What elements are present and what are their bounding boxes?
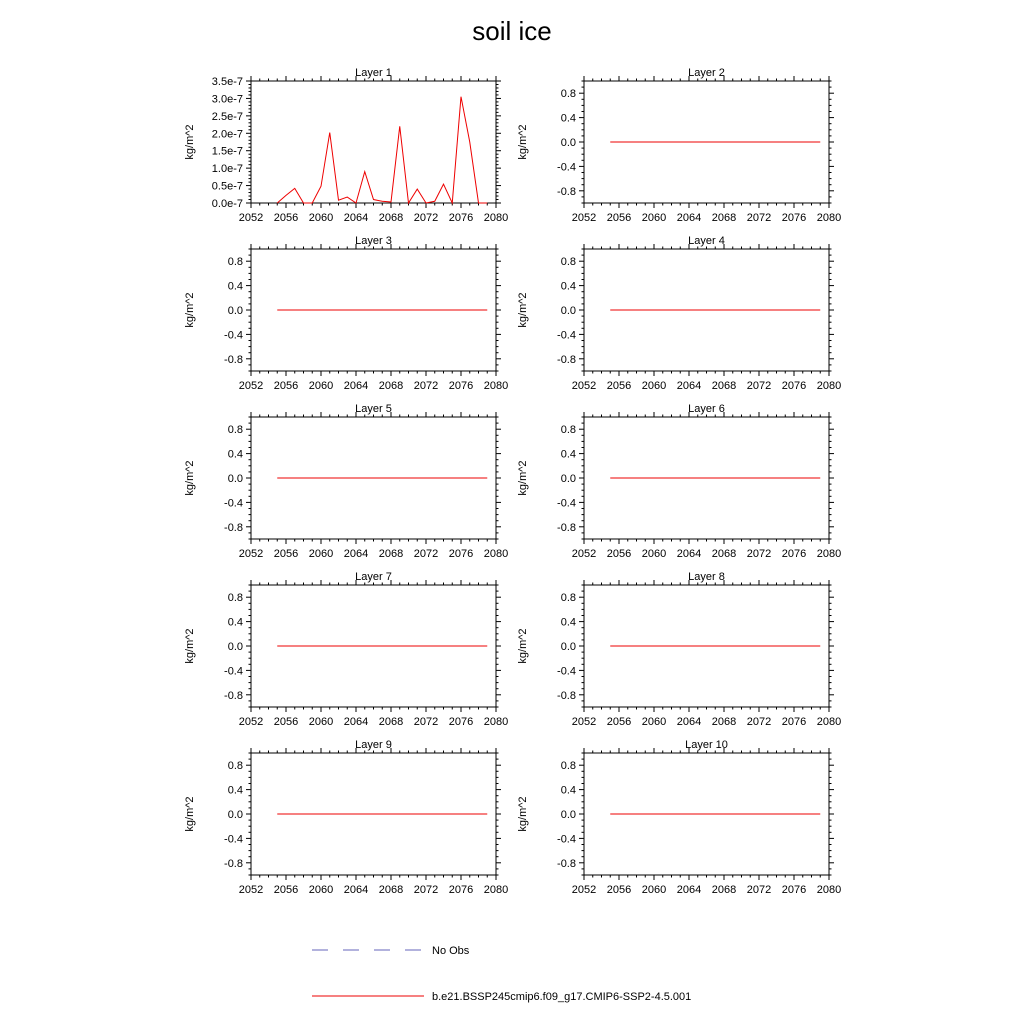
series-line: [277, 97, 487, 203]
x-tick-label: 2056: [606, 884, 632, 896]
y-tick-label: 0.0e-7: [211, 198, 243, 210]
panel-title: Layer 10: [685, 739, 728, 751]
x-tick-label: 2076: [448, 212, 474, 224]
x-tick-label: 2076: [781, 548, 807, 560]
x-tick-label: 2068: [378, 716, 404, 728]
y-tick-label: 0.0: [227, 641, 243, 653]
x-tick-label: 2056: [606, 212, 632, 224]
x-tick-label: 2064: [343, 884, 369, 896]
panel-1: [184, 67, 508, 224]
y-tick-label: 0.8: [227, 424, 243, 437]
y-tick-label: 0.5e-7: [211, 180, 243, 193]
x-tick-label: 2080: [816, 716, 842, 728]
y-tick-label: 0.8: [560, 760, 576, 773]
panel-title: Layer 9: [355, 739, 392, 751]
x-tick-label: 2056: [273, 884, 299, 896]
y-tick-label: -0.4: [557, 161, 576, 174]
legend-obs-label: No Obs: [432, 945, 470, 957]
y-tick-label: 0.0: [560, 473, 576, 485]
y-tick-label: 0.4: [560, 280, 576, 293]
y-tick-label: 0.8: [227, 760, 243, 773]
x-tick-label: 2072: [413, 716, 439, 728]
y-tick-label: 0.0: [560, 641, 576, 653]
x-tick-label: 2052: [571, 212, 597, 224]
x-tick-label: 2064: [676, 548, 702, 560]
x-tick-label: 2068: [378, 548, 404, 560]
x-tick-label: 2072: [413, 212, 439, 224]
y-tick-label: 0.0: [227, 809, 243, 821]
x-tick-label: 2064: [343, 548, 369, 560]
y-tick-label: -0.4: [224, 833, 243, 846]
x-tick-label: 2056: [273, 212, 299, 224]
x-tick-label: 2060: [641, 716, 667, 728]
x-tick-label: 2080: [816, 548, 842, 560]
y-tick-label: 0.4: [560, 448, 576, 461]
x-tick-label: 2060: [308, 212, 334, 224]
x-tick-label: 2068: [711, 548, 737, 560]
x-tick-label: 2064: [676, 716, 702, 728]
x-tick-label: 2052: [238, 548, 264, 560]
y-tick-label: -0.8: [557, 521, 576, 534]
x-tick-label: 2072: [413, 548, 439, 560]
y-tick-label: -0.8: [224, 689, 243, 702]
y-tick-label: -0.8: [557, 689, 576, 702]
x-tick-label: 2080: [816, 380, 842, 392]
y-tick-label: 2.0e-7: [211, 128, 243, 141]
y-tick-label: 0.8: [227, 256, 243, 269]
y-tick-label: 0.4: [560, 784, 576, 797]
legend: [312, 945, 691, 1003]
y-tick-label: 0.0: [227, 305, 243, 317]
x-tick-label: 2068: [711, 884, 737, 896]
y-axis-label: kg/m^2: [517, 124, 529, 160]
x-tick-label: 2060: [308, 884, 334, 896]
y-tick-label: -0.4: [557, 665, 576, 678]
x-tick-label: 2052: [238, 380, 264, 392]
panel-3: [184, 235, 508, 392]
panel-4: [517, 235, 841, 392]
y-axis-label: kg/m^2: [517, 292, 529, 328]
x-tick-label: 2064: [676, 212, 702, 224]
panel-title: Layer 5: [355, 403, 392, 415]
y-axis-label: kg/m^2: [184, 796, 196, 832]
y-tick-label: 0.0: [227, 473, 243, 485]
panel-title: Layer 7: [355, 571, 392, 583]
y-tick-label: 2.5e-7: [211, 110, 243, 123]
panel-2: [517, 67, 841, 224]
x-tick-label: 2072: [746, 212, 772, 224]
plot-frame: [251, 81, 496, 203]
y-tick-label: 0.0: [560, 137, 576, 149]
y-tick-label: 0.4: [560, 112, 576, 125]
x-tick-label: 2068: [378, 212, 404, 224]
x-tick-label: 2072: [746, 548, 772, 560]
x-tick-label: 2076: [448, 716, 474, 728]
y-axis-label: kg/m^2: [184, 628, 196, 664]
x-tick-label: 2076: [781, 884, 807, 896]
x-tick-label: 2076: [781, 212, 807, 224]
x-tick-label: 2052: [571, 548, 597, 560]
y-tick-label: -0.8: [224, 353, 243, 366]
panel-6: [517, 403, 841, 560]
x-tick-label: 2060: [308, 548, 334, 560]
y-tick-label: 0.4: [227, 280, 243, 293]
y-tick-label: 0.8: [227, 592, 243, 605]
x-tick-label: 2072: [746, 716, 772, 728]
x-tick-label: 2056: [273, 548, 299, 560]
x-tick-label: 2056: [606, 380, 632, 392]
x-tick-label: 2080: [816, 884, 842, 896]
x-tick-label: 2080: [483, 380, 509, 392]
x-tick-label: 2060: [308, 380, 334, 392]
x-tick-label: 2080: [483, 212, 509, 224]
x-tick-label: 2072: [413, 884, 439, 896]
y-tick-label: -0.4: [224, 497, 243, 510]
x-tick-label: 2064: [343, 380, 369, 392]
panel-7: [184, 571, 508, 728]
panel-title: Layer 1: [355, 67, 392, 79]
y-tick-label: 1.5e-7: [211, 145, 243, 158]
panel-title: Layer 3: [355, 235, 392, 247]
x-tick-label: 2080: [483, 716, 509, 728]
y-tick-label: 1.0e-7: [211, 163, 243, 176]
y-axis-label: kg/m^2: [184, 124, 196, 160]
x-tick-label: 2052: [571, 884, 597, 896]
panel-title: Layer 6: [688, 403, 725, 415]
x-tick-label: 2068: [711, 716, 737, 728]
y-tick-label: 0.4: [560, 616, 576, 629]
x-tick-label: 2072: [746, 380, 772, 392]
y-tick-label: -0.8: [224, 857, 243, 870]
x-tick-label: 2060: [641, 380, 667, 392]
y-tick-label: -0.8: [557, 857, 576, 870]
y-tick-label: -0.4: [557, 497, 576, 510]
legend-model-label: b.e21.BSSP245cmip6.f09_g17.CMIP6-SSP2-4.5.001: [432, 991, 692, 1003]
y-tick-label: -0.8: [557, 353, 576, 366]
x-tick-label: 2052: [238, 212, 264, 224]
panel-title: Layer 4: [688, 235, 725, 247]
x-tick-label: 2080: [483, 548, 509, 560]
x-tick-label: 2056: [273, 380, 299, 392]
x-tick-label: 2064: [343, 212, 369, 224]
y-tick-label: 0.8: [560, 424, 576, 437]
panel-10: [517, 739, 841, 896]
y-tick-label: -0.8: [557, 185, 576, 198]
x-tick-label: 2052: [238, 716, 264, 728]
x-tick-label: 2060: [641, 548, 667, 560]
y-axis-label: kg/m^2: [517, 796, 529, 832]
x-tick-label: 2064: [676, 884, 702, 896]
panel-title: Layer 8: [688, 571, 725, 583]
x-tick-label: 2076: [448, 548, 474, 560]
x-tick-label: 2060: [641, 212, 667, 224]
y-tick-label: 0.0: [560, 809, 576, 821]
y-tick-label: 0.8: [560, 592, 576, 605]
x-tick-label: 2072: [413, 380, 439, 392]
panel-title: Layer 2: [688, 67, 725, 79]
x-tick-label: 2068: [711, 380, 737, 392]
y-tick-label: 3.5e-7: [211, 76, 243, 88]
y-tick-label: -0.8: [224, 521, 243, 534]
y-axis-label: kg/m^2: [517, 628, 529, 664]
x-tick-label: 2080: [816, 212, 842, 224]
figure-title: soil ice: [472, 16, 552, 46]
x-tick-label: 2076: [781, 716, 807, 728]
y-axis-label: kg/m^2: [184, 460, 196, 496]
x-tick-label: 2080: [483, 884, 509, 896]
y-tick-label: -0.4: [224, 329, 243, 342]
panel-5: [184, 403, 508, 560]
x-tick-label: 2056: [606, 716, 632, 728]
x-tick-label: 2064: [343, 716, 369, 728]
x-tick-label: 2076: [448, 884, 474, 896]
y-axis-label: kg/m^2: [184, 292, 196, 328]
x-tick-label: 2076: [781, 380, 807, 392]
y-tick-label: -0.4: [557, 329, 576, 342]
panel-9: [184, 739, 508, 896]
y-tick-label: -0.4: [224, 665, 243, 678]
x-tick-label: 2052: [571, 380, 597, 392]
x-tick-label: 2068: [378, 884, 404, 896]
y-tick-label: 0.4: [227, 616, 243, 629]
y-tick-label: -0.4: [557, 833, 576, 846]
y-tick-label: 0.4: [227, 448, 243, 461]
y-axis-label: kg/m^2: [517, 460, 529, 496]
x-tick-label: 2060: [308, 716, 334, 728]
x-tick-label: 2068: [378, 380, 404, 392]
panel-8: [517, 571, 841, 728]
x-tick-label: 2068: [711, 212, 737, 224]
x-tick-label: 2052: [238, 884, 264, 896]
y-tick-label: 0.8: [560, 88, 576, 101]
x-tick-label: 2064: [676, 380, 702, 392]
x-tick-label: 2072: [746, 884, 772, 896]
y-tick-label: 3.0e-7: [211, 93, 243, 106]
x-tick-label: 2056: [273, 716, 299, 728]
y-tick-label: 0.4: [227, 784, 243, 797]
x-tick-label: 2056: [606, 548, 632, 560]
x-tick-label: 2060: [641, 884, 667, 896]
x-tick-label: 2076: [448, 380, 474, 392]
x-tick-label: 2052: [571, 716, 597, 728]
y-tick-label: 0.0: [560, 305, 576, 317]
y-tick-label: 0.8: [560, 256, 576, 269]
